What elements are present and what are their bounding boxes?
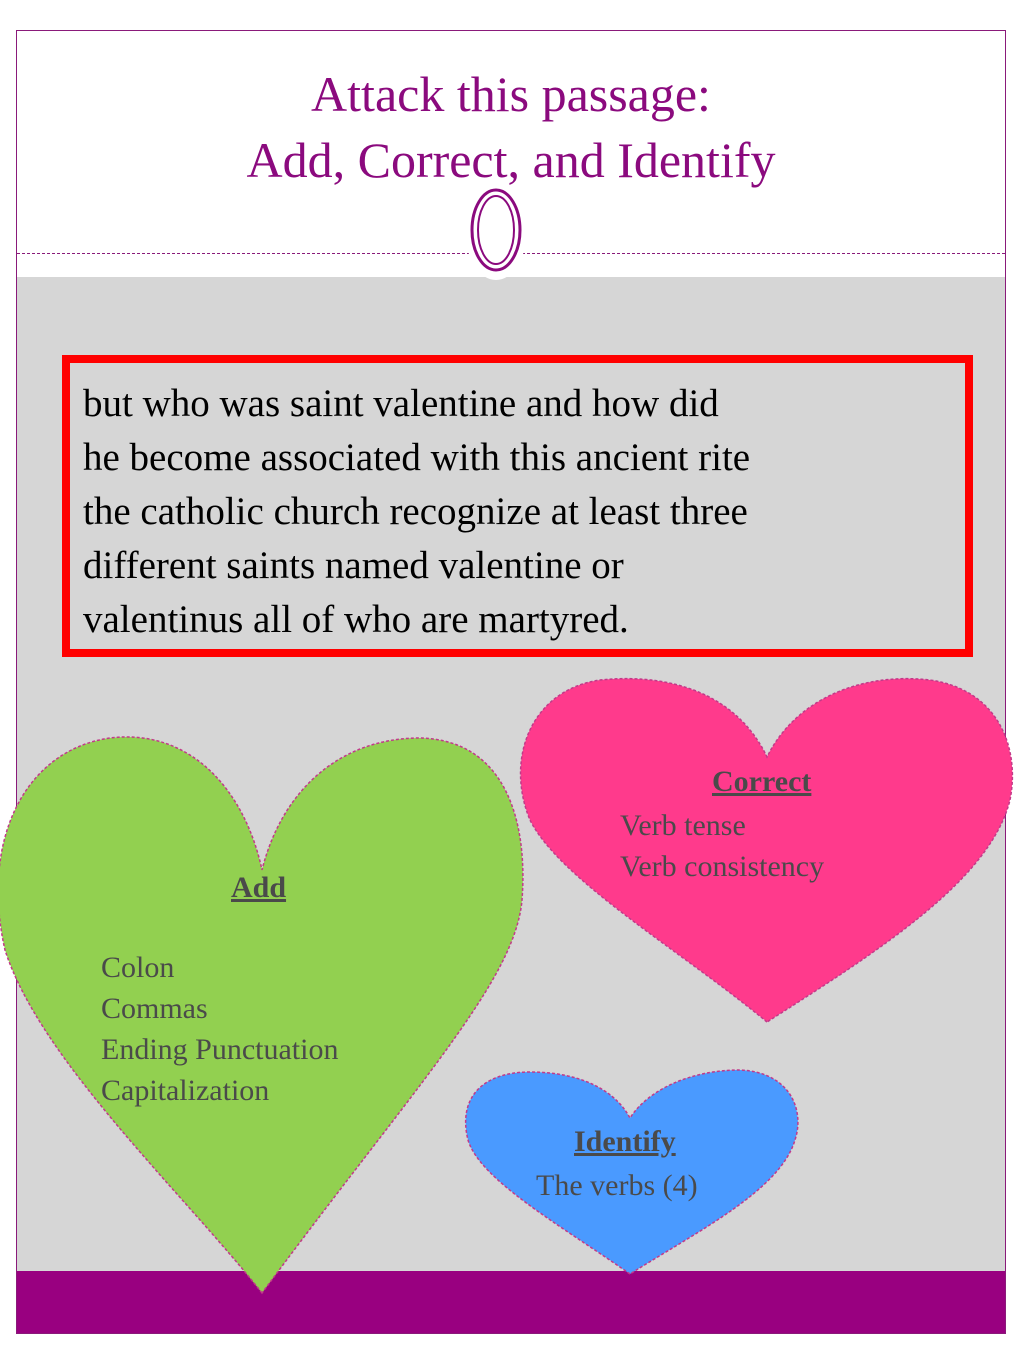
passage-line: valentinus all of who are martyred. (83, 598, 629, 641)
correct-heading: Correct (712, 765, 812, 798)
passage-line: the catholic church recognize at least three (83, 490, 748, 533)
add-item: Ending Punctuation (101, 1033, 339, 1066)
add-heading: Add (231, 871, 287, 904)
passage-line: different saints named valentine or (83, 544, 624, 587)
correct-item: Verb tense (620, 809, 746, 842)
correct-item: Verb consistency (620, 850, 825, 883)
passage-line: but who was saint valentine and how did (83, 382, 719, 425)
identify-list (536, 1165, 698, 1206)
identify-heading: Identify (574, 1125, 676, 1158)
title-line-2: Add, Correct, and Identify (246, 132, 776, 188)
add-item: Colon (101, 951, 175, 984)
add-item: Capitalization (101, 1074, 270, 1107)
add-item: Commas (101, 992, 208, 1025)
identify-item: The verbs (4) (536, 1169, 698, 1202)
add-list (101, 947, 338, 1111)
correct-list (620, 805, 824, 887)
title-line-1: Attack this passage: (311, 66, 711, 122)
passage-line: he become associated with this ancient rite (83, 436, 751, 479)
